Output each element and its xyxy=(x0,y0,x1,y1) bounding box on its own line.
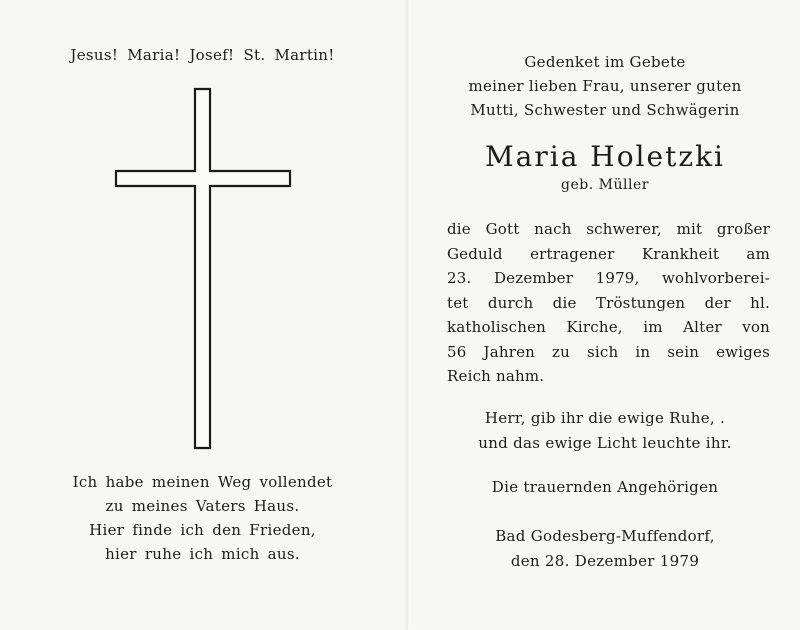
deceased-name: Maria Holetzki xyxy=(484,140,726,173)
cross-outline xyxy=(116,89,290,448)
verse xyxy=(20,470,385,566)
intro-line: meiner lieben Frau, unserer guten xyxy=(468,77,742,95)
prayer xyxy=(430,406,780,456)
obituary-line: Geduld ertragener Krankheit am xyxy=(447,244,770,263)
obituary-line: Reich nahm. xyxy=(447,367,545,385)
right-panel xyxy=(410,0,800,630)
verse-line: Hier finde ich den Frieden, xyxy=(89,521,316,539)
date: den 28. Dezember 1979 xyxy=(510,552,700,570)
mourners-line: Die trauernden Angehörigen xyxy=(491,478,719,496)
obituary-line: die Gott nach schwerer, mit großer xyxy=(447,220,770,238)
intro-line: Gedenket im Gebete xyxy=(524,53,686,71)
obituary-text xyxy=(447,217,770,389)
invocation-line: Jesus! Maria! Josef! St. Martin! xyxy=(70,46,335,64)
intro-line: Mutti, Schwester und Schwägerin xyxy=(470,101,740,119)
obituary-line: 56 Jahren zu sich in sein ewiges xyxy=(447,342,770,361)
intro-text xyxy=(430,50,780,122)
maiden-name: geb. Müller xyxy=(561,177,649,193)
obituary-line: katholischen Kirche, im Alter von xyxy=(447,318,770,336)
obituary-line: tet durch die Tröstungen der hl. xyxy=(447,293,770,312)
place: Bad Godesberg-Muffendorf, xyxy=(495,527,715,545)
obituary-line: 23. Dezember 1979, wohlvorberei- xyxy=(447,269,770,287)
prayer-line: und das ewige Licht leuchte ihr. xyxy=(478,434,732,452)
place-date xyxy=(430,524,780,574)
verse-line: hier ruhe ich mich aus. xyxy=(105,545,300,563)
prayer-line: Herr, gib ihr die ewige Ruhe, . xyxy=(484,409,726,427)
verse-line: zu meines Vaters Haus. xyxy=(105,497,300,515)
cross-icon xyxy=(0,0,405,460)
verse-line: Ich habe meinen Weg vollendet xyxy=(72,473,333,491)
